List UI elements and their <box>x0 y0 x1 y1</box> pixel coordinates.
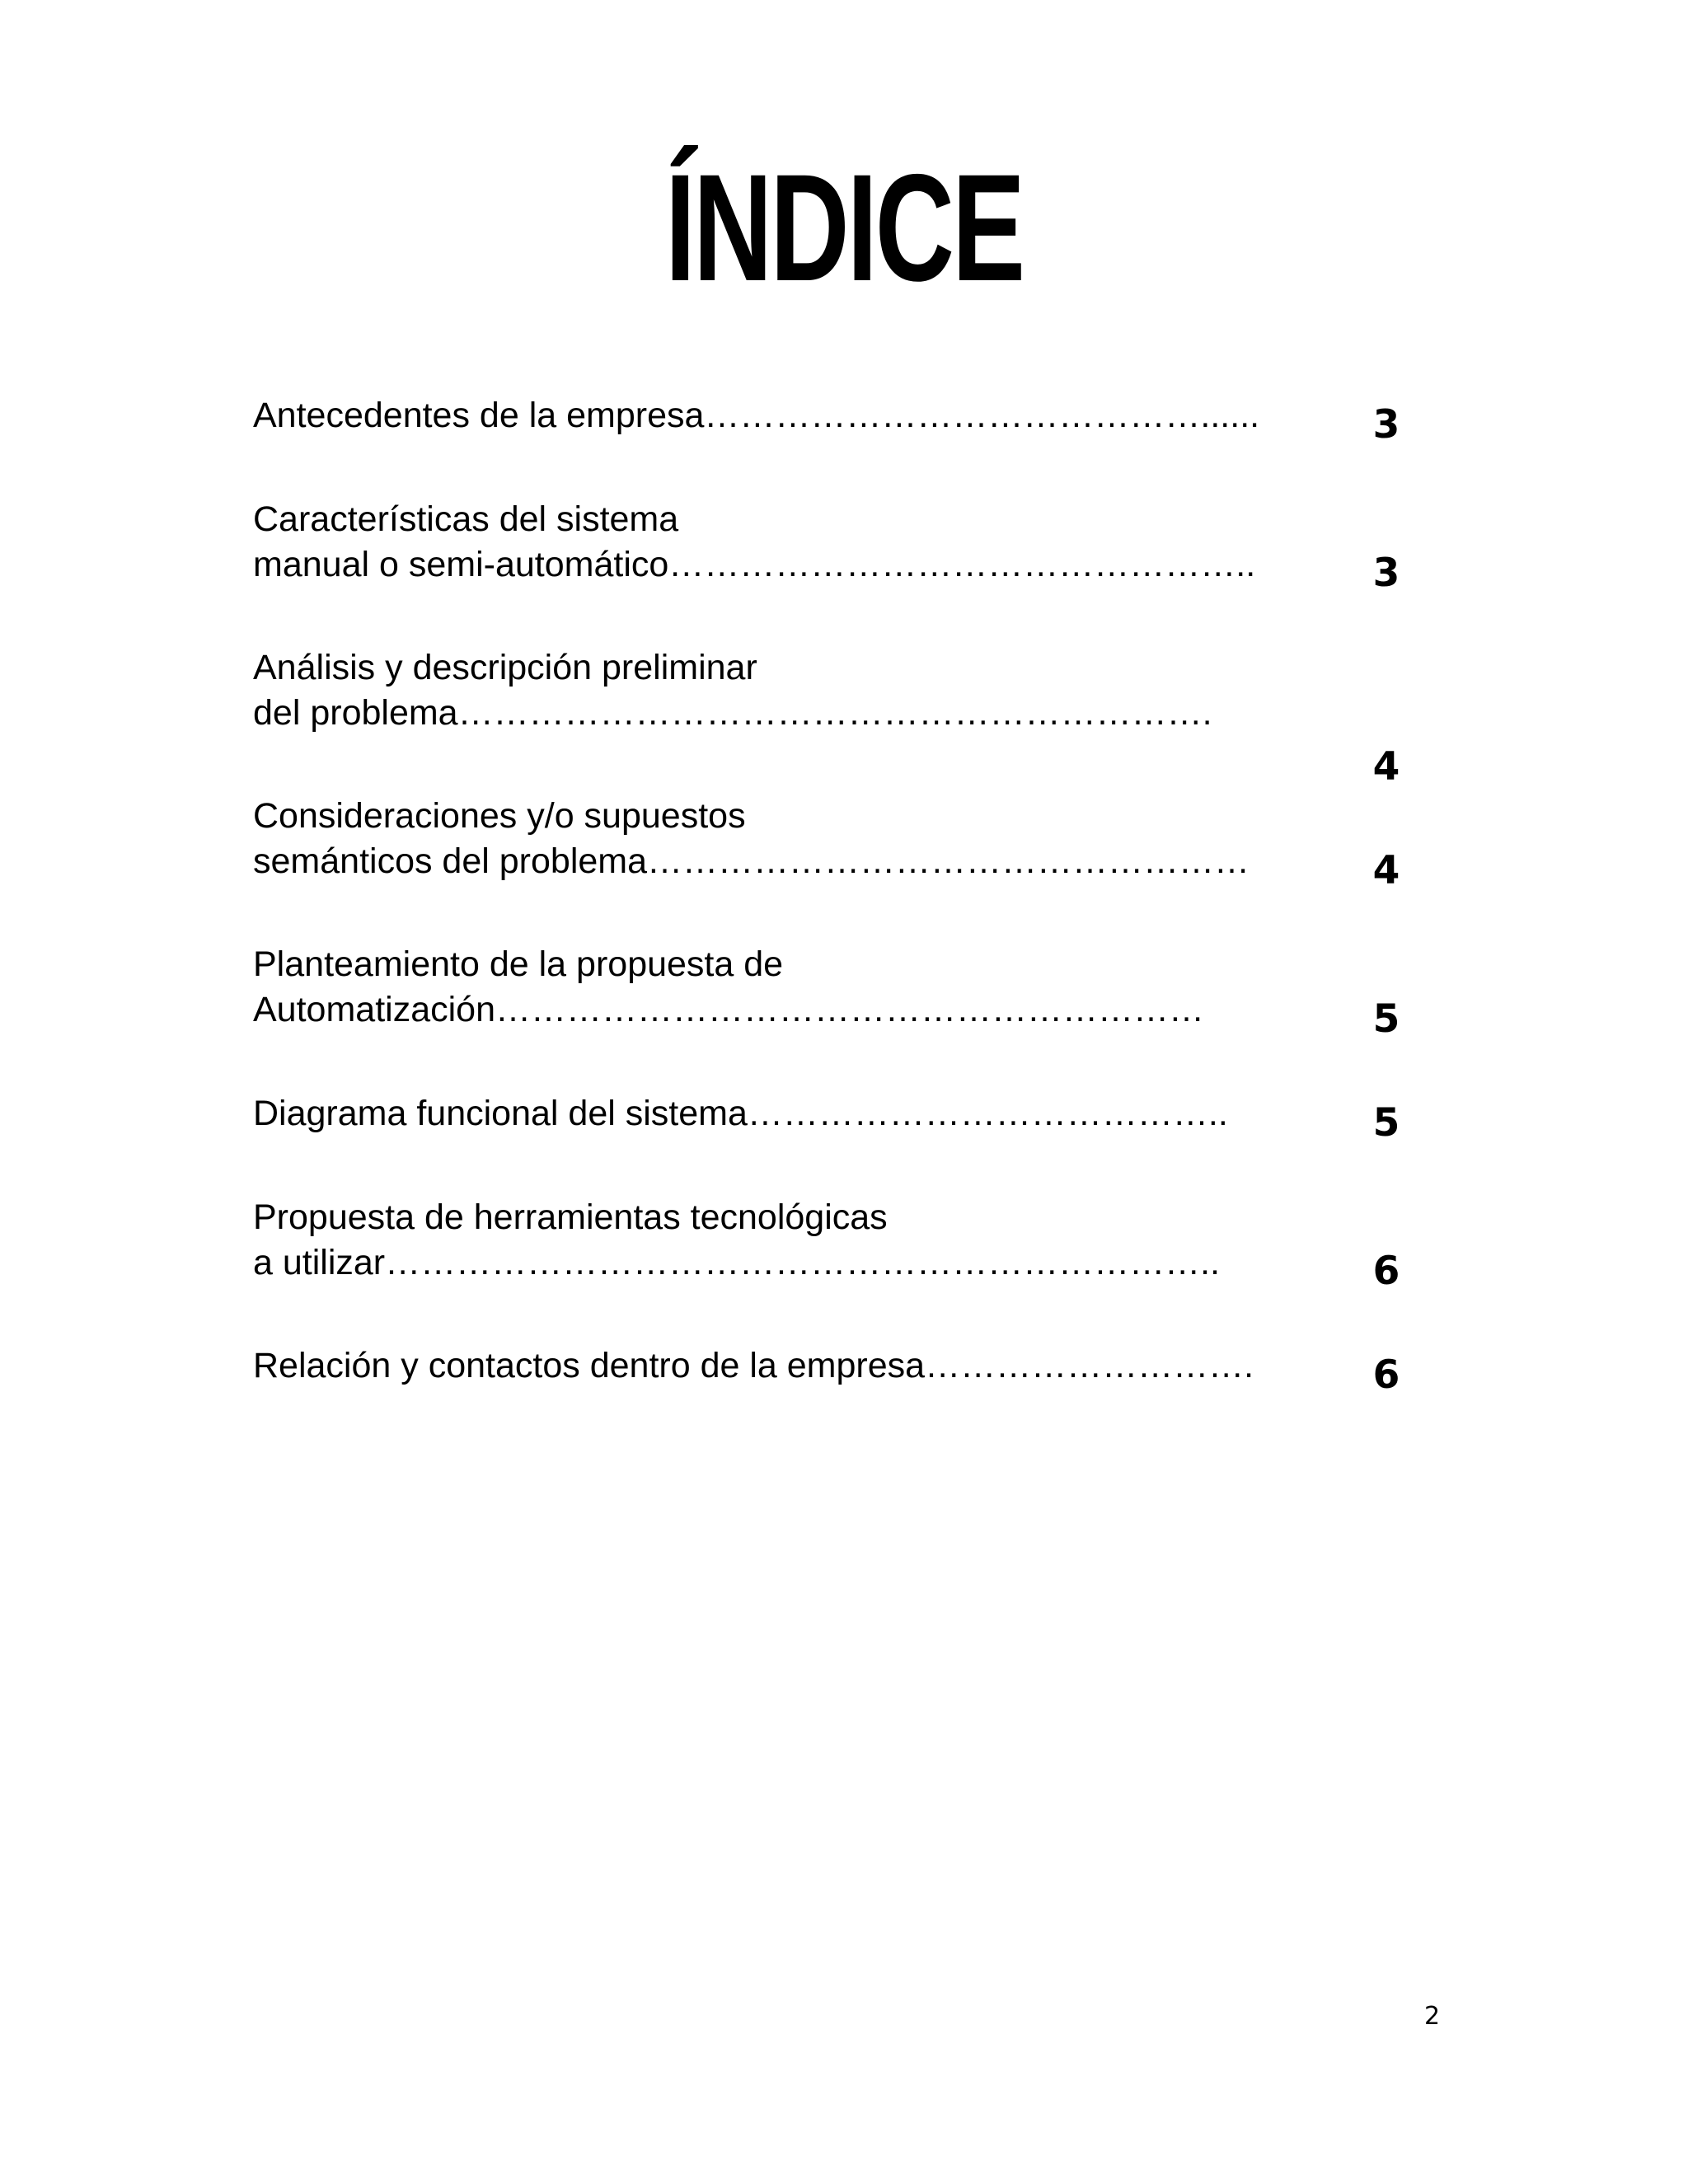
toc-page-number: 3 <box>1372 551 1400 596</box>
toc-entry-planteamiento-line-1: Planteamiento de la propuesta de <box>253 944 784 984</box>
toc-entry-herramientas-line-1: Propuesta de herramientas tecnológicas <box>253 1197 888 1237</box>
toc-entry-caracteristicas-line-1: Características del sistema <box>253 499 679 539</box>
toc-entry-analisis-line-2: del problema………………………………………………………. <box>253 693 1212 733</box>
toc-page-number: 5 <box>1372 996 1400 1042</box>
footer-page-number: 2 <box>1424 2002 1441 2031</box>
toc-entry-consideraciones-line-1: Consideraciones y/o supuestos <box>253 796 746 836</box>
toc-entry-caracteristicas-line-2: manual o semi-automático………………………………………….. <box>253 545 1256 584</box>
toc-entry-diagrama: Diagrama funcional del sistema………………………………….. <box>253 1094 1228 1133</box>
toc-entry-consideraciones-line-2: semánticos del problema…………………………………………… <box>253 841 1250 881</box>
toc-entry-herramientas-line-2: a utilizar…………………………………………………………….. <box>253 1243 1221 1282</box>
toc-entry-antecedentes: Antecedentes de la empresa……………………………………...... <box>253 396 1260 435</box>
page-title: ÍNDICE <box>664 143 1024 313</box>
toc-page-number: 6 <box>1372 1352 1400 1398</box>
toc-page-number: 5 <box>1372 1100 1400 1146</box>
toc-entry-planteamiento-line-2: Automatización…………………………………………………… <box>253 990 1204 1029</box>
toc-entry-analisis-line-1: Análisis y descripción preliminar <box>253 648 757 687</box>
toc-page-number: 4 <box>1372 744 1400 790</box>
toc-page-number: 6 <box>1372 1249 1400 1294</box>
toc-page-number: 4 <box>1372 848 1400 893</box>
toc-entry-relacion: Relación y contactos dentro de la empresa………………………. <box>253 1346 1254 1385</box>
toc-page-number: 3 <box>1372 402 1400 448</box>
